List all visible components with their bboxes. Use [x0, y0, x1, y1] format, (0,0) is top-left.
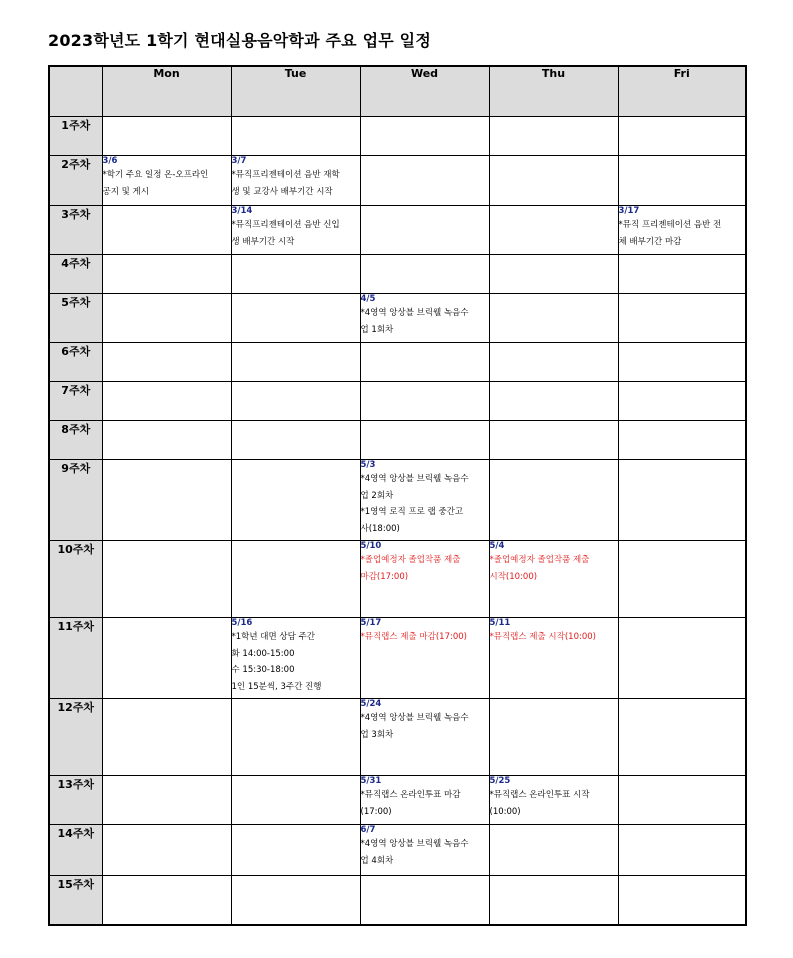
schedule-cell-tue: [231, 117, 360, 156]
event-text: 사(18:00): [360, 523, 400, 534]
schedule-cell-wed: [360, 421, 489, 460]
event-date: 5/3: [360, 460, 376, 470]
event-text: 공지 및 게시: [102, 186, 149, 197]
event-date: 4/5: [360, 294, 376, 304]
schedule-cell-tue: [231, 776, 360, 825]
schedule-cell-fri: [618, 699, 746, 776]
schedule-cell-thu: [489, 618, 618, 699]
event-text: *뮤직랩스 제출 마감(17:00): [360, 632, 467, 642]
event-text: *뮤직랩스 제출 시작(10:00): [489, 632, 596, 642]
event-text: *1학년 대면 상담 주간: [231, 632, 315, 642]
schedule-cell-wed: [360, 255, 489, 294]
week-label: 13주차: [49, 776, 102, 825]
schedule-cell-mon: [102, 825, 231, 876]
week-label: 12주차: [49, 699, 102, 776]
schedule-cell-tue: [231, 460, 360, 541]
event-text: *졸업예정자 졸업작품 제출: [360, 555, 461, 565]
event-text: *뮤직 프리젠테이션 음반 전: [618, 220, 722, 230]
schedule-cell-mon: [102, 876, 231, 925]
schedule-cell-wed: [360, 460, 489, 541]
schedule-cell-wed: [360, 699, 489, 776]
event-date: 5/10: [360, 541, 382, 551]
event-date: 5/31: [360, 776, 382, 786]
schedule-cell-tue: [231, 294, 360, 343]
event-text: 체 배부기간 마감: [618, 236, 682, 247]
corner-cell: [49, 66, 102, 117]
event-text: 생 및 교강사 배부기간 시작: [231, 186, 333, 197]
schedule-cell-fri: [618, 343, 746, 382]
event-text: 시작(10:00): [489, 571, 538, 582]
schedule-cell-fri: [618, 825, 746, 876]
event-date: 6/7: [360, 825, 376, 835]
schedule-cell-fri: [618, 206, 746, 255]
event-text: *뮤직랩스 온라인투표 시작: [489, 790, 590, 800]
event-text: *4영역 앙상블 브릭웰 녹음수: [360, 474, 469, 484]
day-header-wed: Wed: [360, 66, 489, 117]
week-row: [49, 825, 746, 876]
week-label: 8주차: [49, 421, 102, 460]
schedule-cell-wed: [360, 156, 489, 206]
schedule-cell-fri: [618, 460, 746, 541]
week-label: 10주차: [49, 541, 102, 618]
week-row: [49, 618, 746, 699]
event-text: 마감(17:00): [360, 571, 409, 582]
week-row: [49, 343, 746, 382]
schedule-cell-mon: [102, 294, 231, 343]
schedule-cell-thu: [489, 117, 618, 156]
event-date: 5/11: [489, 618, 511, 628]
event-date: 3/14: [231, 206, 253, 216]
week-row: [49, 699, 746, 776]
event-text: 업 3회차: [360, 729, 394, 740]
schedule-cell-fri: [618, 541, 746, 618]
week-row: [49, 255, 746, 294]
event-text: *뮤직프리젠테이션 음반 신입: [231, 220, 340, 230]
schedule-cell-fri: [618, 876, 746, 925]
schedule-cell-wed: [360, 776, 489, 825]
schedule-cell-tue: [231, 541, 360, 618]
event-text: 1인 15분씩, 3주간 진행: [231, 681, 322, 692]
week-label: 4주차: [49, 255, 102, 294]
schedule-cell-fri: [618, 294, 746, 343]
event-date: 5/17: [360, 618, 382, 628]
schedule-cell-tue: [231, 825, 360, 876]
week-row: [49, 117, 746, 156]
week-row: [49, 541, 746, 618]
event-date: 3/7: [231, 156, 247, 166]
week-label: 6주차: [49, 343, 102, 382]
schedule-cell-fri: [618, 156, 746, 206]
schedule-cell-thu: [489, 255, 618, 294]
day-header-fri: Fri: [618, 66, 746, 117]
week-label: 5주차: [49, 294, 102, 343]
schedule-cell-tue: [231, 421, 360, 460]
schedule-cell-mon: [102, 776, 231, 825]
event-date: 3/6: [102, 156, 118, 166]
schedule-cell-wed: [360, 541, 489, 618]
event-text: (10:00): [489, 806, 521, 817]
week-label: 15주차: [49, 876, 102, 925]
schedule-cell-fri: [618, 382, 746, 421]
schedule-cell-wed: [360, 618, 489, 699]
schedule-cell-tue: [231, 699, 360, 776]
week-row: [49, 776, 746, 825]
schedule-cell-thu: [489, 156, 618, 206]
schedule-cell-tue: [231, 876, 360, 925]
schedule-cell-tue: [231, 618, 360, 699]
schedule-cell-tue: [231, 343, 360, 382]
schedule-cell-mon: [102, 541, 231, 618]
event-text: 생 배부기간 시작: [231, 236, 295, 247]
schedule-cell-mon: [102, 255, 231, 294]
event-text: *4영역 앙상블 브릭웰 녹음수: [360, 713, 469, 723]
header-row: [49, 66, 746, 117]
schedule-cell-fri: [618, 117, 746, 156]
schedule-cell-mon: [102, 343, 231, 382]
event-text: 업 2회차: [360, 490, 394, 501]
event-text: *학기 주요 일정 온-오프라인: [102, 170, 209, 180]
schedule-cell-fri: [618, 421, 746, 460]
week-row: [49, 206, 746, 255]
week-row: [49, 156, 746, 206]
event-text: *4영역 앙상블 브릭웰 녹음수: [360, 308, 469, 318]
week-row: [49, 421, 746, 460]
event-text: 업 1회차: [360, 324, 394, 335]
event-date: 5/16: [231, 618, 253, 628]
week-row: [49, 876, 746, 925]
schedule-body: [49, 117, 746, 925]
schedule-cell-fri: [618, 618, 746, 699]
event-text: 수 15:30-18:00: [231, 665, 295, 675]
schedule-cell-mon: [102, 618, 231, 699]
week-label: 3주차: [49, 206, 102, 255]
week-row: [49, 460, 746, 541]
event-date: 5/25: [489, 776, 511, 786]
schedule-cell-tue: [231, 382, 360, 421]
event-text: (17:00): [360, 806, 392, 817]
day-header-tue: Tue: [231, 66, 360, 117]
schedule-cell-thu: [489, 876, 618, 925]
schedule-cell-thu: [489, 421, 618, 460]
schedule-cell-mon: [102, 460, 231, 541]
page-title: 2023학년도 1학기 현대실용음악학과 주요 업무 일정: [48, 31, 431, 50]
event-text: *1영역 로직 프로 랩 중간고: [360, 507, 464, 517]
event-text: *뮤직프리젠테이션 음반 재학: [231, 170, 340, 180]
schedule-cell-thu: [489, 460, 618, 541]
schedule-cell-wed: [360, 294, 489, 343]
schedule-cell-fri: [618, 255, 746, 294]
schedule-cell-mon: [102, 206, 231, 255]
schedule-cell-thu: [489, 825, 618, 876]
schedule-cell-thu: [489, 343, 618, 382]
schedule-cell-mon: [102, 156, 231, 206]
schedule-cell-wed: [360, 343, 489, 382]
schedule-cell-thu: [489, 382, 618, 421]
schedule-cell-tue: [231, 156, 360, 206]
week-label: 9주차: [49, 460, 102, 541]
week-row: [49, 382, 746, 421]
schedule-cell-thu: [489, 776, 618, 825]
week-label: 1주차: [49, 117, 102, 156]
event-date: 3/17: [618, 206, 640, 216]
event-text: 업 4회차: [360, 855, 394, 866]
schedule-cell-tue: [231, 255, 360, 294]
week-label: 2주차: [49, 156, 102, 206]
schedule-table: [48, 65, 747, 926]
schedule-cell-mon: [102, 117, 231, 156]
day-header-thu: Thu: [489, 66, 618, 117]
schedule-cell-thu: [489, 294, 618, 343]
event-text: *4영역 앙상블 브릭웰 녹음수: [360, 839, 469, 849]
schedule-cell-thu: [489, 699, 618, 776]
schedule-cell-wed: [360, 117, 489, 156]
schedule-cell-thu: [489, 206, 618, 255]
week-label: 11주차: [49, 618, 102, 699]
schedule-cell-mon: [102, 382, 231, 421]
schedule-cell-wed: [360, 206, 489, 255]
schedule-cell-fri: [618, 776, 746, 825]
schedule-cell-mon: [102, 699, 231, 776]
schedule-cell-wed: [360, 825, 489, 876]
week-row: [49, 294, 746, 343]
schedule-cell-mon: [102, 421, 231, 460]
schedule-cell-thu: [489, 541, 618, 618]
schedule-cell-wed: [360, 876, 489, 925]
week-label: 14주차: [49, 825, 102, 876]
event-date: 5/24: [360, 699, 382, 709]
event-text: *뮤직랩스 온라인투표 마감: [360, 790, 461, 800]
event-text: *졸업예정자 졸업작품 제출: [489, 555, 590, 565]
week-label: 7주차: [49, 382, 102, 421]
schedule-cell-tue: [231, 206, 360, 255]
event-text: 화 14:00-15:00: [231, 648, 295, 659]
event-date: 5/4: [489, 541, 505, 551]
day-header-mon: Mon: [102, 66, 231, 117]
schedule-cell-wed: [360, 382, 489, 421]
